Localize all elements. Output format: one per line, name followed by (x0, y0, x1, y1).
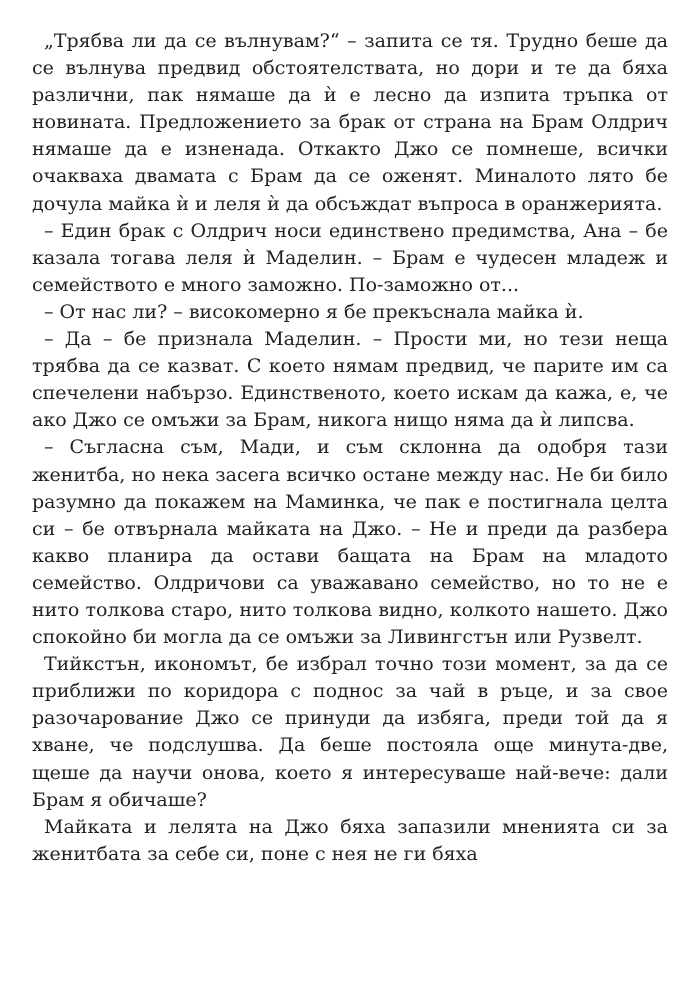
paragraph-6: Тийкстън, икономът, бе избрал точно този момент, за да се приближи по коридора с поднос за чай в ръце, и за свое разочарование Джо се принуди да избяга, преди той да я хване, че подслушва. Да беше постояла още минута-две, щеше да научи онова, което я интересуваше най-вече: дали Брам я обичаше? (32, 653, 668, 811)
paragraph-3: – От нас ли? – високомерно я бе прекъснала майка ѝ. (44, 300, 584, 323)
paragraph-2: – Един брак с Олдрич носи единствено предимства, Ана – бе казала тогава леля ѝ Маделин. – Брам е чудесен младеж и семейството е много заможно. По-заможно от... (32, 219, 668, 296)
paragraph-7: Майката и лелята на Джо бяха запазили мненията си за женитбата за себе си, поне с нея не ги бяха (32, 815, 668, 865)
paragraph-4: – Да – бе признала Маделин. – Прости ми, но тези неща трябва да се казват. С което нямам предвид, че парите им са спечелени набързо. Единственото, което искам да кажа, е, че ако Джо се омъжи за Брам, никога нищо няма да ѝ липсва. (32, 328, 668, 432)
paragraph-5: – Съгласна съм, Мади, и съм склонна да одобря тази женитба, но нека засега всичко остане между нас. Не би било разумно да покажем на Маминка, че пак е постигнала целта си – бе отвърнала майката на Джо. – Не и преди да разбера какво планира да остави бащата на Брам на младото семейство. Олдричови са уважавано семейство, но то не е нито толкова старо, нито толкова видно, колкото нашето. Джо спокойно би могла да се омъжи за Ливингстън или Рузвелт. (32, 436, 668, 649)
paragraph-1: „Трябва ли да се вълнувам?“ – запита се тя. Трудно беше да се вълнува предвид обстоятелствата, но дори и те да бяха различни, пак нямаше да ѝ е лесно да изпита тръпка от новината. Предложението за брак от страна на Брам Олдрич нямаше да е изненада. Откакто Джо се помнеше, всички очакваха двамата с Брам да се оженят. Миналото лято бе дочула майка ѝ и леля ѝ да обсъждат въпроса в оранжерията. (32, 30, 668, 215)
book-page-text (32, 28, 668, 868)
